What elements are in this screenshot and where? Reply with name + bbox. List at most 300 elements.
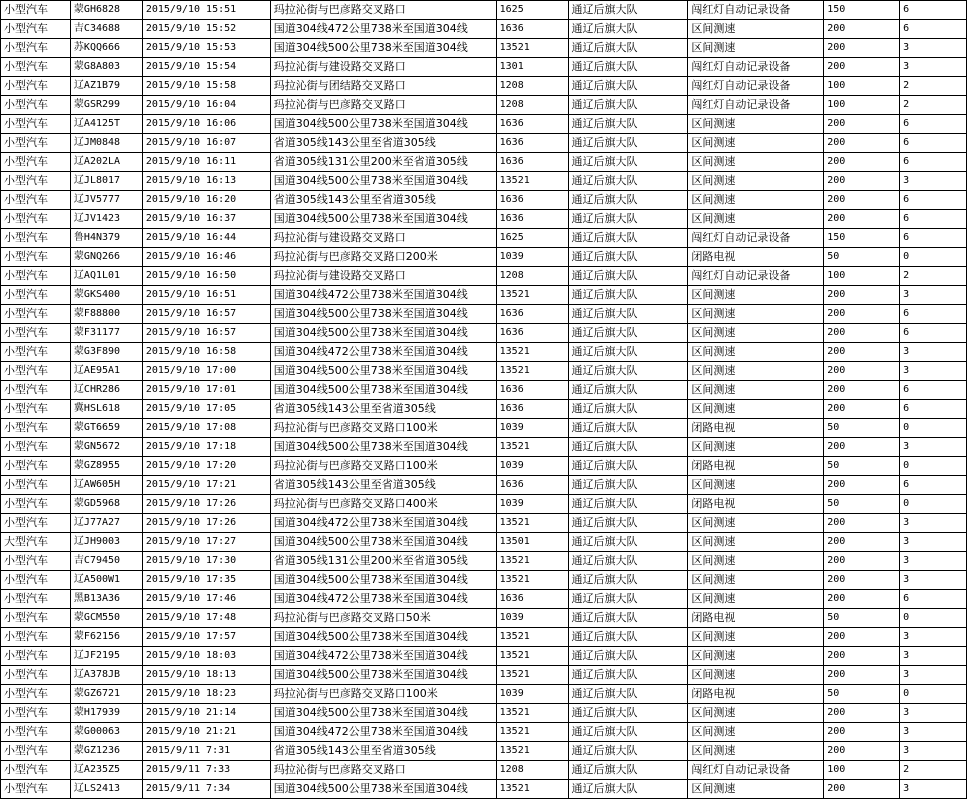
- violation-code-cell[interactable]: 1039: [496, 457, 568, 476]
- datetime-cell[interactable]: 2015/9/10 16:44: [142, 229, 270, 248]
- vehicle-type-cell[interactable]: 小型汽车: [1, 39, 71, 58]
- vehicle-type-cell[interactable]: 小型汽车: [1, 172, 71, 191]
- police-unit-cell[interactable]: 通辽后旗大队: [568, 191, 688, 210]
- location-cell[interactable]: 玛拉沁街与巴彦路交叉路口: [270, 761, 496, 780]
- table-row[interactable]: [1, 514, 967, 533]
- violation-code-cell[interactable]: 13521: [496, 704, 568, 723]
- violation-code-cell[interactable]: 13521: [496, 362, 568, 381]
- plate-number-cell[interactable]: 辽A4125T: [70, 115, 142, 134]
- plate-number-cell[interactable]: 辽JH9003: [70, 533, 142, 552]
- vehicle-type-cell[interactable]: 小型汽车: [1, 229, 71, 248]
- location-cell[interactable]: 国道304线500公里738米至国道304线: [270, 666, 496, 685]
- penalty-points-cell[interactable]: 3: [900, 647, 967, 666]
- datetime-cell[interactable]: 2015/9/10 17:26: [142, 495, 270, 514]
- violation-code-cell[interactable]: 1636: [496, 400, 568, 419]
- table-row[interactable]: [1, 590, 967, 609]
- vehicle-type-cell[interactable]: 小型汽车: [1, 77, 71, 96]
- datetime-cell[interactable]: 2015/9/10 17:21: [142, 476, 270, 495]
- location-cell[interactable]: 玛拉沁街与巴彦路交叉路口200米: [270, 248, 496, 267]
- plate-number-cell[interactable]: 蒙G00063: [70, 723, 142, 742]
- location-cell[interactable]: 省道305线143公里至省道305线: [270, 134, 496, 153]
- capture-device-cell[interactable]: 闭路电视: [688, 248, 824, 267]
- capture-device-cell[interactable]: 区间测速: [688, 571, 824, 590]
- capture-device-cell[interactable]: 区间测速: [688, 172, 824, 191]
- datetime-cell[interactable]: 2015/9/10 16:06: [142, 115, 270, 134]
- fine-amount-cell[interactable]: 50: [824, 609, 900, 628]
- capture-device-cell[interactable]: 区间测速: [688, 305, 824, 324]
- table-row[interactable]: [1, 305, 967, 324]
- location-cell[interactable]: 省道305线131公里200米至省道305线: [270, 552, 496, 571]
- table-row[interactable]: [1, 704, 967, 723]
- datetime-cell[interactable]: 2015/9/10 16:13: [142, 172, 270, 191]
- vehicle-type-cell[interactable]: 小型汽车: [1, 495, 71, 514]
- plate-number-cell[interactable]: 辽LS2413: [70, 780, 142, 799]
- table-row[interactable]: [1, 628, 967, 647]
- capture-device-cell[interactable]: 区间测速: [688, 20, 824, 39]
- violation-code-cell[interactable]: 1039: [496, 248, 568, 267]
- police-unit-cell[interactable]: 通辽后旗大队: [568, 609, 688, 628]
- location-cell[interactable]: 国道304线500公里738米至国道304线: [270, 381, 496, 400]
- police-unit-cell[interactable]: 通辽后旗大队: [568, 115, 688, 134]
- datetime-cell[interactable]: 2015/9/10 21:21: [142, 723, 270, 742]
- penalty-points-cell[interactable]: 3: [900, 438, 967, 457]
- vehicle-type-cell[interactable]: 小型汽车: [1, 761, 71, 780]
- vehicle-type-cell[interactable]: 小型汽车: [1, 780, 71, 799]
- datetime-cell[interactable]: 2015/9/10 16:50: [142, 267, 270, 286]
- table-row[interactable]: [1, 191, 967, 210]
- location-cell[interactable]: 国道304线500公里738米至国道304线: [270, 628, 496, 647]
- penalty-points-cell[interactable]: 0: [900, 419, 967, 438]
- datetime-cell[interactable]: 2015/9/10 16:57: [142, 305, 270, 324]
- police-unit-cell[interactable]: 通辽后旗大队: [568, 780, 688, 799]
- plate-number-cell[interactable]: 辽A202LA: [70, 153, 142, 172]
- violation-code-cell[interactable]: 1301: [496, 58, 568, 77]
- police-unit-cell[interactable]: 通辽后旗大队: [568, 324, 688, 343]
- police-unit-cell[interactable]: 通辽后旗大队: [568, 495, 688, 514]
- datetime-cell[interactable]: 2015/9/10 17:00: [142, 362, 270, 381]
- datetime-cell[interactable]: 2015/9/11 7:34: [142, 780, 270, 799]
- location-cell[interactable]: 省道305线143公里至省道305线: [270, 476, 496, 495]
- violation-code-cell[interactable]: 13521: [496, 628, 568, 647]
- violation-code-cell[interactable]: 13521: [496, 723, 568, 742]
- fine-amount-cell[interactable]: 200: [824, 400, 900, 419]
- plate-number-cell[interactable]: 苏KQQ666: [70, 39, 142, 58]
- vehicle-type-cell[interactable]: 小型汽车: [1, 210, 71, 229]
- table-row[interactable]: [1, 438, 967, 457]
- table-row[interactable]: [1, 115, 967, 134]
- police-unit-cell[interactable]: 通辽后旗大队: [568, 362, 688, 381]
- datetime-cell[interactable]: 2015/9/10 17:20: [142, 457, 270, 476]
- penalty-points-cell[interactable]: 2: [900, 96, 967, 115]
- location-cell[interactable]: 国道304线500公里738米至国道304线: [270, 780, 496, 799]
- plate-number-cell[interactable]: 蒙F88800: [70, 305, 142, 324]
- location-cell[interactable]: 玛拉沁街与巴彦路交叉路口100米: [270, 685, 496, 704]
- datetime-cell[interactable]: 2015/9/10 16:20: [142, 191, 270, 210]
- location-cell[interactable]: 国道304线472公里738米至国道304线: [270, 20, 496, 39]
- violation-code-cell[interactable]: 13521: [496, 286, 568, 305]
- datetime-cell[interactable]: 2015/9/10 16:46: [142, 248, 270, 267]
- violation-code-cell[interactable]: 1636: [496, 590, 568, 609]
- police-unit-cell[interactable]: 通辽后旗大队: [568, 286, 688, 305]
- vehicle-type-cell[interactable]: 小型汽车: [1, 362, 71, 381]
- capture-device-cell[interactable]: 区间测速: [688, 704, 824, 723]
- violation-code-cell[interactable]: 1208: [496, 761, 568, 780]
- vehicle-type-cell[interactable]: 小型汽车: [1, 324, 71, 343]
- location-cell[interactable]: 玛拉沁街与巴彦路交叉路口400米: [270, 495, 496, 514]
- table-row[interactable]: [1, 362, 967, 381]
- capture-device-cell[interactable]: 闯红灯自动记录设备: [688, 761, 824, 780]
- violation-code-cell[interactable]: 1636: [496, 381, 568, 400]
- plate-number-cell[interactable]: 蒙G8A803: [70, 58, 142, 77]
- datetime-cell[interactable]: 2015/9/10 16:58: [142, 343, 270, 362]
- table-row[interactable]: [1, 77, 967, 96]
- table-row[interactable]: [1, 457, 967, 476]
- police-unit-cell[interactable]: 通辽后旗大队: [568, 685, 688, 704]
- capture-device-cell[interactable]: 区间测速: [688, 533, 824, 552]
- violation-code-cell[interactable]: 1636: [496, 476, 568, 495]
- datetime-cell[interactable]: 2015/9/10 15:58: [142, 77, 270, 96]
- police-unit-cell[interactable]: 通辽后旗大队: [568, 305, 688, 324]
- penalty-points-cell[interactable]: 3: [900, 172, 967, 191]
- table-row[interactable]: [1, 647, 967, 666]
- police-unit-cell[interactable]: 通辽后旗大队: [568, 172, 688, 191]
- capture-device-cell[interactable]: 闯红灯自动记录设备: [688, 58, 824, 77]
- plate-number-cell[interactable]: 黑B13A36: [70, 590, 142, 609]
- table-row[interactable]: [1, 609, 967, 628]
- table-row[interactable]: [1, 343, 967, 362]
- table-row[interactable]: [1, 381, 967, 400]
- table-row[interactable]: [1, 248, 967, 267]
- table-row[interactable]: [1, 96, 967, 115]
- capture-device-cell[interactable]: 区间测速: [688, 343, 824, 362]
- capture-device-cell[interactable]: 闭路电视: [688, 609, 824, 628]
- fine-amount-cell[interactable]: 200: [824, 590, 900, 609]
- table-row[interactable]: [1, 552, 967, 571]
- penalty-points-cell[interactable]: 0: [900, 685, 967, 704]
- fine-amount-cell[interactable]: 200: [824, 438, 900, 457]
- plate-number-cell[interactable]: 蒙F31177: [70, 324, 142, 343]
- plate-number-cell[interactable]: 辽CHR286: [70, 381, 142, 400]
- capture-device-cell[interactable]: 区间测速: [688, 438, 824, 457]
- violation-code-cell[interactable]: 1636: [496, 324, 568, 343]
- violation-code-cell[interactable]: 13521: [496, 172, 568, 191]
- table-row[interactable]: [1, 495, 967, 514]
- police-unit-cell[interactable]: 通辽后旗大队: [568, 438, 688, 457]
- capture-device-cell[interactable]: 区间测速: [688, 666, 824, 685]
- capture-device-cell[interactable]: 区间测速: [688, 476, 824, 495]
- police-unit-cell[interactable]: 通辽后旗大队: [568, 761, 688, 780]
- capture-device-cell[interactable]: 区间测速: [688, 134, 824, 153]
- location-cell[interactable]: 国道304线500公里738米至国道304线: [270, 533, 496, 552]
- penalty-points-cell[interactable]: 3: [900, 742, 967, 761]
- table-row[interactable]: [1, 1, 967, 20]
- plate-number-cell[interactable]: 蒙GSR299: [70, 96, 142, 115]
- fine-amount-cell[interactable]: 200: [824, 210, 900, 229]
- location-cell[interactable]: 国道304线472公里738米至国道304线: [270, 723, 496, 742]
- penalty-points-cell[interactable]: 6: [900, 20, 967, 39]
- datetime-cell[interactable]: 2015/9/10 18:13: [142, 666, 270, 685]
- penalty-points-cell[interactable]: 0: [900, 609, 967, 628]
- police-unit-cell[interactable]: 通辽后旗大队: [568, 704, 688, 723]
- vehicle-type-cell[interactable]: 小型汽车: [1, 457, 71, 476]
- fine-amount-cell[interactable]: 200: [824, 39, 900, 58]
- violation-code-cell[interactable]: 1625: [496, 1, 568, 20]
- datetime-cell[interactable]: 2015/9/10 18:03: [142, 647, 270, 666]
- capture-device-cell[interactable]: 区间测速: [688, 210, 824, 229]
- police-unit-cell[interactable]: 通辽后旗大队: [568, 533, 688, 552]
- vehicle-type-cell[interactable]: 小型汽车: [1, 552, 71, 571]
- penalty-points-cell[interactable]: 0: [900, 457, 967, 476]
- fine-amount-cell[interactable]: 200: [824, 153, 900, 172]
- plate-number-cell[interactable]: 辽JM0848: [70, 134, 142, 153]
- location-cell[interactable]: 国道304线472公里738米至国道304线: [270, 343, 496, 362]
- violation-code-cell[interactable]: 13521: [496, 39, 568, 58]
- location-cell[interactable]: 国道304线500公里738米至国道304线: [270, 39, 496, 58]
- fine-amount-cell[interactable]: 200: [824, 514, 900, 533]
- violation-code-cell[interactable]: 13521: [496, 514, 568, 533]
- police-unit-cell[interactable]: 通辽后旗大队: [568, 134, 688, 153]
- police-unit-cell[interactable]: 通辽后旗大队: [568, 229, 688, 248]
- vehicle-type-cell[interactable]: 小型汽车: [1, 96, 71, 115]
- table-row[interactable]: [1, 723, 967, 742]
- police-unit-cell[interactable]: 通辽后旗大队: [568, 742, 688, 761]
- plate-number-cell[interactable]: 蒙GKS400: [70, 286, 142, 305]
- capture-device-cell[interactable]: 闭路电视: [688, 495, 824, 514]
- datetime-cell[interactable]: 2015/9/10 21:14: [142, 704, 270, 723]
- fine-amount-cell[interactable]: 200: [824, 742, 900, 761]
- capture-device-cell[interactable]: 区间测速: [688, 324, 824, 343]
- plate-number-cell[interactable]: 蒙GCM550: [70, 609, 142, 628]
- penalty-points-cell[interactable]: 6: [900, 305, 967, 324]
- vehicle-type-cell[interactable]: 小型汽车: [1, 742, 71, 761]
- plate-number-cell[interactable]: 蒙GZ1236: [70, 742, 142, 761]
- table-row[interactable]: [1, 780, 967, 799]
- table-row[interactable]: [1, 742, 967, 761]
- table-row[interactable]: [1, 172, 967, 191]
- violation-code-cell[interactable]: 1636: [496, 20, 568, 39]
- violation-code-cell[interactable]: 13521: [496, 647, 568, 666]
- vehicle-type-cell[interactable]: 小型汽车: [1, 704, 71, 723]
- police-unit-cell[interactable]: 通辽后旗大队: [568, 590, 688, 609]
- plate-number-cell[interactable]: 辽JV1423: [70, 210, 142, 229]
- fine-amount-cell[interactable]: 150: [824, 1, 900, 20]
- table-row[interactable]: [1, 58, 967, 77]
- penalty-points-cell[interactable]: 6: [900, 400, 967, 419]
- datetime-cell[interactable]: 2015/9/10 15:54: [142, 58, 270, 77]
- datetime-cell[interactable]: 2015/9/10 18:23: [142, 685, 270, 704]
- penalty-points-cell[interactable]: 6: [900, 590, 967, 609]
- capture-device-cell[interactable]: 区间测速: [688, 628, 824, 647]
- datetime-cell[interactable]: 2015/9/10 16:57: [142, 324, 270, 343]
- penalty-points-cell[interactable]: 3: [900, 628, 967, 647]
- location-cell[interactable]: 省道305线143公里至省道305线: [270, 742, 496, 761]
- vehicle-type-cell[interactable]: 小型汽车: [1, 153, 71, 172]
- penalty-points-cell[interactable]: 3: [900, 666, 967, 685]
- location-cell[interactable]: 国道304线500公里738米至国道304线: [270, 324, 496, 343]
- vehicle-type-cell[interactable]: 小型汽车: [1, 20, 71, 39]
- police-unit-cell[interactable]: 通辽后旗大队: [568, 723, 688, 742]
- police-unit-cell[interactable]: 通辽后旗大队: [568, 419, 688, 438]
- police-unit-cell[interactable]: 通辽后旗大队: [568, 628, 688, 647]
- police-unit-cell[interactable]: 通辽后旗大队: [568, 1, 688, 20]
- fine-amount-cell[interactable]: 200: [824, 58, 900, 77]
- vehicle-type-cell[interactable]: 小型汽车: [1, 400, 71, 419]
- plate-number-cell[interactable]: 辽AQ1L01: [70, 267, 142, 286]
- fine-amount-cell[interactable]: 100: [824, 267, 900, 286]
- capture-device-cell[interactable]: 闯红灯自动记录设备: [688, 96, 824, 115]
- violation-code-cell[interactable]: 1039: [496, 609, 568, 628]
- table-row[interactable]: [1, 761, 967, 780]
- vehicle-type-cell[interactable]: 小型汽车: [1, 685, 71, 704]
- datetime-cell[interactable]: 2015/9/10 17:01: [142, 381, 270, 400]
- violation-code-cell[interactable]: 1636: [496, 134, 568, 153]
- penalty-points-cell[interactable]: 3: [900, 552, 967, 571]
- plate-number-cell[interactable]: 鲁H4N379: [70, 229, 142, 248]
- plate-number-cell[interactable]: 蒙GD5968: [70, 495, 142, 514]
- violation-code-cell[interactable]: 13521: [496, 343, 568, 362]
- police-unit-cell[interactable]: 通辽后旗大队: [568, 514, 688, 533]
- fine-amount-cell[interactable]: 200: [824, 647, 900, 666]
- fine-amount-cell[interactable]: 200: [824, 134, 900, 153]
- penalty-points-cell[interactable]: 0: [900, 248, 967, 267]
- datetime-cell[interactable]: 2015/9/10 17:35: [142, 571, 270, 590]
- violation-code-cell[interactable]: 1208: [496, 267, 568, 286]
- vehicle-type-cell[interactable]: 小型汽车: [1, 647, 71, 666]
- vehicle-type-cell[interactable]: 大型汽车: [1, 533, 71, 552]
- plate-number-cell[interactable]: 辽J77A27: [70, 514, 142, 533]
- capture-device-cell[interactable]: 闭路电视: [688, 419, 824, 438]
- capture-device-cell[interactable]: 区间测速: [688, 381, 824, 400]
- violation-code-cell[interactable]: 1636: [496, 115, 568, 134]
- vehicle-type-cell[interactable]: 小型汽车: [1, 1, 71, 20]
- fine-amount-cell[interactable]: 150: [824, 229, 900, 248]
- table-row[interactable]: [1, 153, 967, 172]
- table-row[interactable]: [1, 210, 967, 229]
- violation-code-cell[interactable]: 1039: [496, 495, 568, 514]
- violation-code-cell[interactable]: 13521: [496, 666, 568, 685]
- capture-device-cell[interactable]: 区间测速: [688, 514, 824, 533]
- penalty-points-cell[interactable]: 3: [900, 58, 967, 77]
- location-cell[interactable]: 玛拉沁街与建设路交叉路口: [270, 267, 496, 286]
- fine-amount-cell[interactable]: 200: [824, 286, 900, 305]
- plate-number-cell[interactable]: 蒙GT6659: [70, 419, 142, 438]
- violation-code-cell[interactable]: 13521: [496, 438, 568, 457]
- capture-device-cell[interactable]: 区间测速: [688, 39, 824, 58]
- location-cell[interactable]: 国道304线472公里738米至国道304线: [270, 590, 496, 609]
- penalty-points-cell[interactable]: 2: [900, 761, 967, 780]
- fine-amount-cell[interactable]: 200: [824, 704, 900, 723]
- location-cell[interactable]: 国道304线472公里738米至国道304线: [270, 647, 496, 666]
- location-cell[interactable]: 国道304线500公里738米至国道304线: [270, 704, 496, 723]
- location-cell[interactable]: 玛拉沁街与建设路交叉路口: [270, 58, 496, 77]
- fine-amount-cell[interactable]: 100: [824, 77, 900, 96]
- police-unit-cell[interactable]: 通辽后旗大队: [568, 248, 688, 267]
- penalty-points-cell[interactable]: 3: [900, 514, 967, 533]
- police-unit-cell[interactable]: 通辽后旗大队: [568, 647, 688, 666]
- violation-code-cell[interactable]: 1636: [496, 210, 568, 229]
- datetime-cell[interactable]: 2015/9/10 15:52: [142, 20, 270, 39]
- penalty-points-cell[interactable]: 3: [900, 704, 967, 723]
- fine-amount-cell[interactable]: 50: [824, 419, 900, 438]
- plate-number-cell[interactable]: 蒙GZ8955: [70, 457, 142, 476]
- fine-amount-cell[interactable]: 200: [824, 343, 900, 362]
- police-unit-cell[interactable]: 通辽后旗大队: [568, 267, 688, 286]
- location-cell[interactable]: 玛拉沁街与巴彦路交叉路口: [270, 96, 496, 115]
- penalty-points-cell[interactable]: 3: [900, 39, 967, 58]
- datetime-cell[interactable]: 2015/9/10 17:26: [142, 514, 270, 533]
- table-row[interactable]: [1, 666, 967, 685]
- violation-code-cell[interactable]: 1636: [496, 305, 568, 324]
- violation-code-cell[interactable]: 13521: [496, 571, 568, 590]
- violation-code-cell[interactable]: 13521: [496, 552, 568, 571]
- police-unit-cell[interactable]: 通辽后旗大队: [568, 39, 688, 58]
- location-cell[interactable]: 玛拉沁街与巴彦路交叉路口100米: [270, 457, 496, 476]
- capture-device-cell[interactable]: 区间测速: [688, 590, 824, 609]
- datetime-cell[interactable]: 2015/9/10 17:08: [142, 419, 270, 438]
- fine-amount-cell[interactable]: 200: [824, 552, 900, 571]
- police-unit-cell[interactable]: 通辽后旗大队: [568, 77, 688, 96]
- penalty-points-cell[interactable]: 6: [900, 324, 967, 343]
- police-unit-cell[interactable]: 通辽后旗大队: [568, 381, 688, 400]
- plate-number-cell[interactable]: 吉C79450: [70, 552, 142, 571]
- datetime-cell[interactable]: 2015/9/10 17:48: [142, 609, 270, 628]
- fine-amount-cell[interactable]: 200: [824, 305, 900, 324]
- datetime-cell[interactable]: 2015/9/10 16:04: [142, 96, 270, 115]
- datetime-cell[interactable]: 2015/9/10 17:46: [142, 590, 270, 609]
- datetime-cell[interactable]: 2015/9/10 16:37: [142, 210, 270, 229]
- penalty-points-cell[interactable]: 6: [900, 153, 967, 172]
- fine-amount-cell[interactable]: 50: [824, 457, 900, 476]
- vehicle-type-cell[interactable]: 小型汽车: [1, 248, 71, 267]
- fine-amount-cell[interactable]: 200: [824, 172, 900, 191]
- fine-amount-cell[interactable]: 200: [824, 115, 900, 134]
- vehicle-type-cell[interactable]: 小型汽车: [1, 305, 71, 324]
- plate-number-cell[interactable]: 辽A500W1: [70, 571, 142, 590]
- penalty-points-cell[interactable]: 3: [900, 723, 967, 742]
- penalty-points-cell[interactable]: 6: [900, 115, 967, 134]
- table-row[interactable]: [1, 20, 967, 39]
- plate-number-cell[interactable]: 蒙GN5672: [70, 438, 142, 457]
- capture-device-cell[interactable]: 区间测速: [688, 115, 824, 134]
- fine-amount-cell[interactable]: 200: [824, 476, 900, 495]
- vehicle-type-cell[interactable]: 小型汽车: [1, 476, 71, 495]
- penalty-points-cell[interactable]: 6: [900, 476, 967, 495]
- vehicle-type-cell[interactable]: 小型汽车: [1, 115, 71, 134]
- location-cell[interactable]: 国道304线500公里738米至国道304线: [270, 210, 496, 229]
- vehicle-type-cell[interactable]: 小型汽车: [1, 191, 71, 210]
- fine-amount-cell[interactable]: 200: [824, 666, 900, 685]
- plate-number-cell[interactable]: 辽JL8017: [70, 172, 142, 191]
- police-unit-cell[interactable]: 通辽后旗大队: [568, 552, 688, 571]
- penalty-points-cell[interactable]: 6: [900, 229, 967, 248]
- datetime-cell[interactable]: 2015/9/10 16:07: [142, 134, 270, 153]
- fine-amount-cell[interactable]: 200: [824, 381, 900, 400]
- capture-device-cell[interactable]: 闯红灯自动记录设备: [688, 77, 824, 96]
- plate-number-cell[interactable]: 蒙GZ6721: [70, 685, 142, 704]
- fine-amount-cell[interactable]: 100: [824, 96, 900, 115]
- fine-amount-cell[interactable]: 200: [824, 20, 900, 39]
- table-row[interactable]: [1, 571, 967, 590]
- violation-code-cell[interactable]: 1625: [496, 229, 568, 248]
- plate-number-cell[interactable]: 辽A378JB: [70, 666, 142, 685]
- table-row[interactable]: [1, 419, 967, 438]
- table-row[interactable]: [1, 39, 967, 58]
- table-row[interactable]: [1, 267, 967, 286]
- datetime-cell[interactable]: 2015/9/10 15:53: [142, 39, 270, 58]
- vehicle-type-cell[interactable]: 小型汽车: [1, 514, 71, 533]
- capture-device-cell[interactable]: 区间测速: [688, 362, 824, 381]
- police-unit-cell[interactable]: 通辽后旗大队: [568, 210, 688, 229]
